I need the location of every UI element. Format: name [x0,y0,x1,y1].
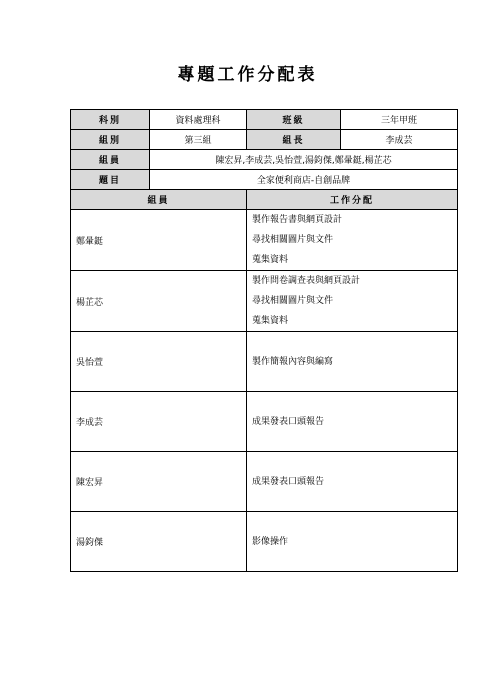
assignment-row [71,392,458,452]
assignment-row [71,452,458,512]
members-value: 陳宏昇,李成芸,吳怡萱,湯鈞傑,鄭暈鋌,楊芷芯 [150,150,458,170]
member-name: 湯鈞傑 [71,512,247,572]
topic-label: 題目 [71,170,150,190]
task-item: 製作問卷調查表與網頁設計 [252,276,361,286]
topic-value: 全家便利商店-自創品牌 [150,170,458,190]
task-cell [247,210,458,271]
assignment-row [71,332,458,392]
task-item: 成果發表口頭報告 [252,476,325,487]
assignment-header-row [71,190,458,210]
page-title: 專題工作分配表 [177,65,318,85]
task-cell [247,392,458,452]
member-name: 李成芸 [71,392,247,452]
assignment-row [71,271,458,332]
subject-label: 科別 [71,110,150,130]
assignment-row [71,210,458,271]
member-column-header: 組員 [71,190,247,210]
member-name: 楊芷芯 [71,271,247,332]
task-cell [247,332,458,392]
work-column-header: 工作分配 [247,190,458,210]
subject-value: 資料處理科 [150,110,247,130]
group-value: 第三組 [150,130,247,150]
task-item: 蒐集資料 [252,316,289,326]
task-item: 尋找相關圖片與文件 [252,296,334,306]
assignment-row [71,512,458,572]
member-name: 吳怡萱 [71,332,247,392]
task-item: 影像操作 [252,536,289,547]
group-label: 組別 [71,130,150,150]
task-item: 蒐集資料 [252,255,289,265]
task-item: 製作簡報內容與編寫 [252,356,334,367]
task-item: 成果發表口頭報告 [252,416,325,427]
info-row-group [71,130,458,150]
task-cell [247,271,458,332]
info-row-topic [71,170,458,190]
leader-label: 組長 [247,130,341,150]
class-value: 三年甲班 [341,110,458,130]
info-row-members [71,150,458,170]
member-name: 鄭暈鋌 [71,210,247,271]
task-cell [247,512,458,572]
class-label: 班級 [247,110,341,130]
task-cell [247,452,458,512]
members-label: 組員 [71,150,150,170]
task-item: 尋找相關圖片與文件 [252,235,334,245]
leader-value: 李成芸 [341,130,458,150]
info-row-subject [71,110,458,130]
member-name: 陳宏昇 [71,452,247,512]
task-item: 製作報告書與網頁設計 [252,215,343,225]
assignment-table [70,109,458,572]
